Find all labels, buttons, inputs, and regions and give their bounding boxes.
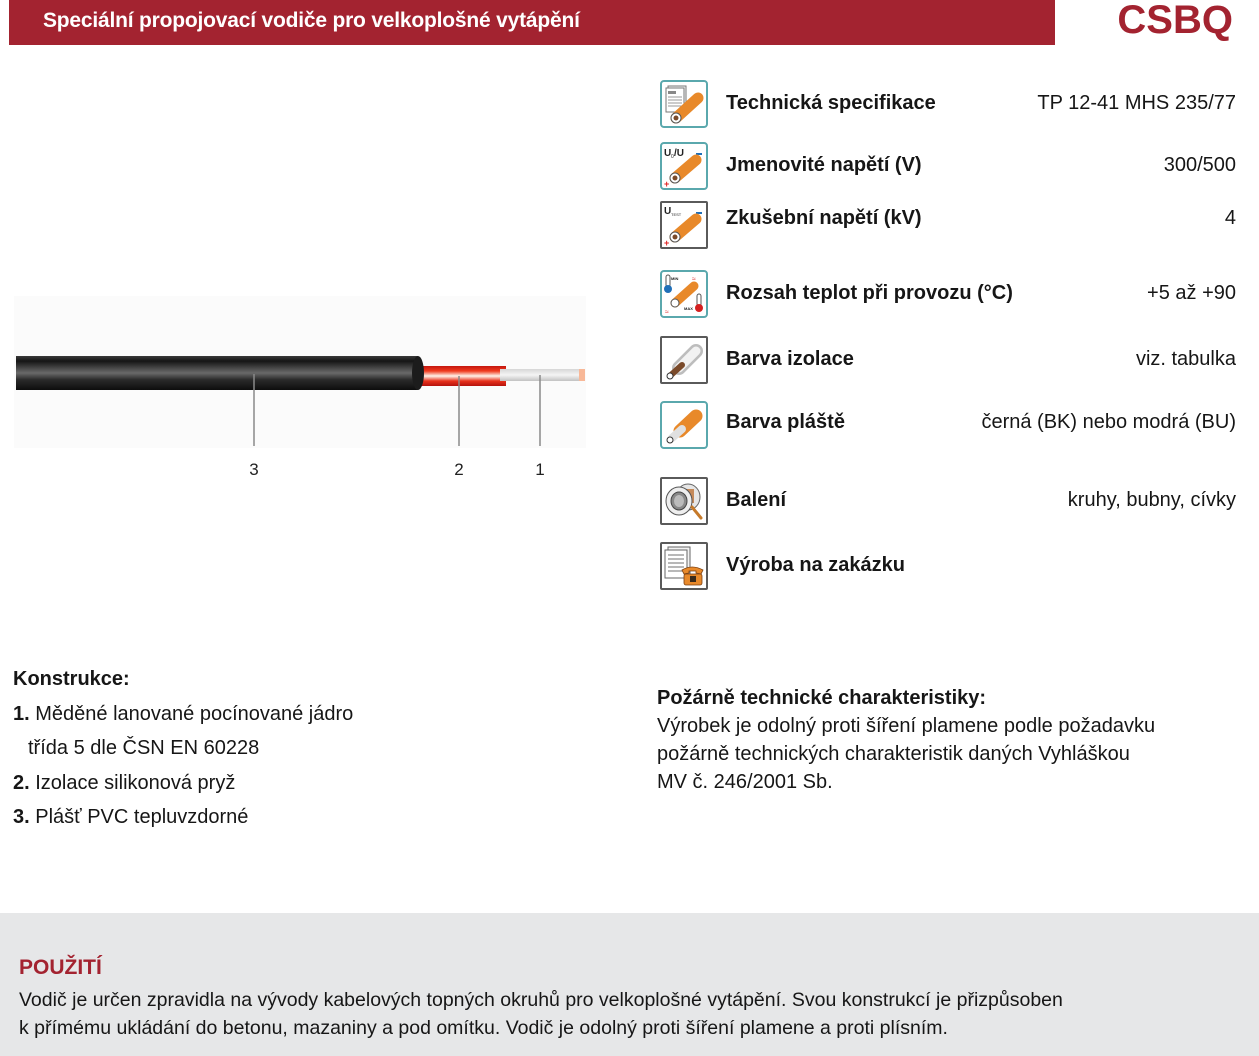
custom-order-phone-icon xyxy=(660,542,708,590)
spec-row-temperature-range xyxy=(660,270,1236,320)
spec-value: +5 až +90 xyxy=(1147,282,1236,304)
test-voltage-icon xyxy=(660,201,708,249)
fire-characteristics-section xyxy=(657,684,1155,796)
spec-row-test-voltage xyxy=(660,201,1236,251)
callout-number-3: 3 xyxy=(249,460,259,479)
svg-text:TEST: TEST xyxy=(671,212,682,217)
spec-value: kruhy, bubny, cívky xyxy=(1067,489,1236,511)
usage-line: Vodič je určen zpravidla na vývody kabelových topných okruhů pro velkoplošné vytápění. Svou konstrukcí je přizpůsoben xyxy=(19,989,1063,1011)
svg-text:/U: /U xyxy=(674,148,684,159)
spec-value: 300/500 xyxy=(1163,154,1236,176)
spec-label: Rozsah teplot při provozu (°C) xyxy=(726,282,1013,304)
spec-label: Technická specifikace xyxy=(726,92,936,114)
construction-section xyxy=(13,662,353,835)
svg-text:MAX: MAX xyxy=(684,306,693,311)
construction-item-number: 3. xyxy=(13,806,30,828)
callout-number-1: 1 xyxy=(535,460,545,479)
spec-value: 4 xyxy=(1224,207,1236,229)
svg-text:+: + xyxy=(664,238,670,247)
construction-item-text: Izolace silikonová pryž xyxy=(35,771,236,794)
construction-item-number: 1. xyxy=(13,702,30,725)
usage-line: k přímému ukládání do betonu, mazaniny a pod omítku. Vodič je odolný proti šíření plamene a proti plísním. xyxy=(19,1017,948,1039)
svg-text:≈: ≈ xyxy=(665,309,669,316)
spec-label: Barva pláště xyxy=(726,411,845,433)
construction-item-number: 2. xyxy=(13,771,30,794)
construction-item-1 xyxy=(13,697,353,732)
svg-text:U: U xyxy=(664,148,672,159)
cable-copper-core xyxy=(500,369,582,381)
callout-number-2: 2 xyxy=(454,460,464,479)
svg-text:MIN: MIN xyxy=(671,276,679,281)
rated-voltage-icon xyxy=(660,142,708,190)
sheath-color-icon xyxy=(660,401,708,449)
fire-characteristics-line: požárně technických charakteristik daných Vyhláškou xyxy=(657,743,1130,765)
construction-item-1-continuation: třída 5 dle ČSN EN 60228 xyxy=(28,737,260,759)
product-code: CSBQ xyxy=(1117,0,1233,42)
spec-label: Barva izolace xyxy=(726,348,854,370)
usage-section xyxy=(0,913,1259,1056)
svg-text:+: + xyxy=(664,179,670,188)
spec-label: Balení xyxy=(726,489,787,511)
header-bar xyxy=(9,0,1055,45)
cable-diagram xyxy=(0,290,600,490)
spec-row-technical-spec xyxy=(660,80,1236,130)
technical-spec-icon xyxy=(660,80,708,128)
usage-text xyxy=(19,986,1063,1042)
svg-text:U: U xyxy=(664,206,672,217)
fire-characteristics-title: Požárně technické charakteristiky: xyxy=(657,687,987,709)
insulation-color-icon xyxy=(660,336,708,384)
construction-item-text: Měděné lanované pocínované jádro xyxy=(35,702,354,725)
construction-item-2 xyxy=(13,766,353,801)
cable-sheath-end xyxy=(412,356,424,390)
spec-value: černá (BK) nebo modrá (BU) xyxy=(981,411,1236,433)
construction-item-text: Plášť PVC tepluvzdorné xyxy=(35,806,249,828)
cable-pvc-sheath xyxy=(16,356,418,390)
spec-label: Zkušební napětí (kV) xyxy=(726,207,922,229)
svg-text:≈: ≈ xyxy=(692,276,696,283)
fire-characteristics-line: Výrobek je odolný proti šíření plamene podle požadavku xyxy=(657,715,1156,737)
spec-row-insulation-color xyxy=(660,336,1236,386)
spec-row-rated-voltage xyxy=(660,142,1236,192)
spec-row-packaging xyxy=(660,477,1236,527)
construction-item-3 xyxy=(13,800,353,835)
spec-value: TP 12-41 MHS 235/77 xyxy=(1037,92,1236,114)
cable-insulation-layer xyxy=(418,366,506,386)
construction-title: Konstrukce: xyxy=(13,668,130,690)
cable-core-tip xyxy=(579,369,585,381)
fire-characteristics-line: MV č. 246/2001 Sb. xyxy=(657,771,833,793)
spec-row-sheath-color xyxy=(660,401,1236,451)
spec-row-custom-order xyxy=(660,542,1236,592)
spec-label: Jmenovité napětí (V) xyxy=(726,154,922,176)
packaging-reel-icon xyxy=(660,477,708,525)
spec-value: viz. tabulka xyxy=(1135,348,1236,370)
spec-label: Výroba na zakázku xyxy=(726,554,905,576)
page-title: Speciální propojovací vodiče pro velkoplošné vytápění xyxy=(43,9,580,32)
usage-title: POUŽITÍ xyxy=(19,956,102,979)
svg-text:0: 0 xyxy=(671,154,674,160)
temperature-range-icon xyxy=(660,270,708,318)
